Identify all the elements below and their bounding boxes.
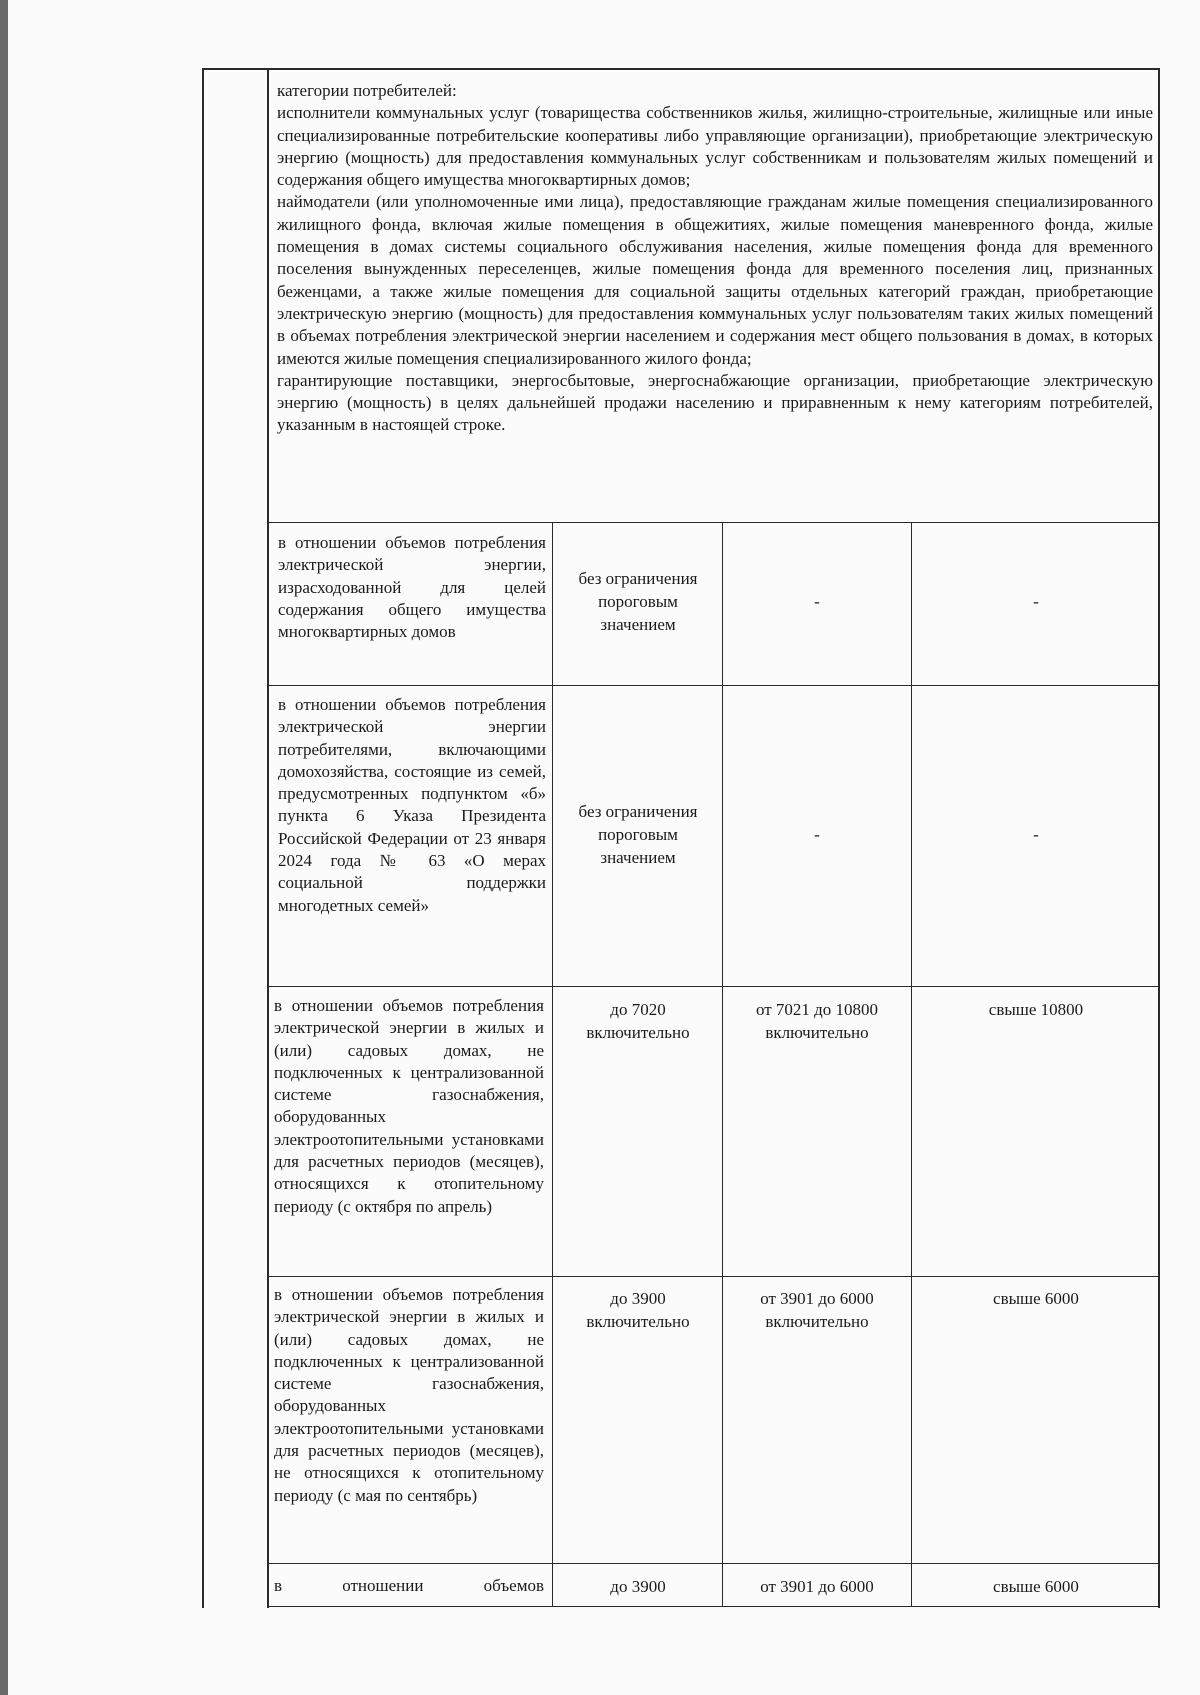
row-description: в отношении объемов [274,1576,544,1595]
range-cell: от 3901 до 6000 включительно [760,1289,874,1331]
range-cell: свыше 6000 [993,1577,1079,1596]
row-divider [267,986,1160,987]
table-border-left [202,68,204,1608]
column-divider [552,522,553,1607]
range-cell: от 7021 до 10800 включительно [755,1000,879,1042]
range-cell: - [1033,825,1039,844]
range-cell: до 7020 включительно [586,1000,690,1042]
table-bottom-line [267,1606,1160,1607]
range-cell: без ограничения пороговым значением [578,569,698,634]
number-column-divider [267,68,269,1608]
range-cell: - [814,825,820,844]
column-divider [722,522,723,1607]
range-cell: свыше 10800 [988,1000,1084,1019]
range-cell: до 3900 [610,1577,666,1596]
range-cell: - [1033,592,1039,611]
consumer-categories-text: категории потребителей: исполнители коммунальных услуг (товарищества собственников жилья, жилищно-строительные, жилищные или иные специализированные потребительские кооперативы либо управляющие организации), приобретающие электрическую энергию (мощность) для предоставления коммунальных услуг собственникам и пользователям жилых помещений и содержания общего имущества многоквартирных домов; наймодатели (или уполномоченные ими лица), предоставляющие гражданам жилые помещения специализированного жилищного фонда, включая жилые помещения в общежитиях, жилые помещения маневренного фонда, жилые помещения в домах системы социального обслуживания населения, жилые помещения фонда для временного поселения вынужденных переселенцев, жилые помещения фонда для временного поселения лиц, признанных беженцами, а также жилые помещения для социальной защиты отдельных категорий граждан, приобретающие электрическую энергию (мощность) для предоставления коммунальных услуг пользователям таких жилых помещений в объемах потребления электрической энергии населением и содержания мест общего пользования в домах, в которых имеются жилые помещения специализированного жилого фонда; гарантирующие поставщики, энергосбытовые, энергоснабжающие организации, приобретающие электрическую энергию (мощность) в целях дальнейшей продажи населению и приравненным к нему категориям потребителей, указанным в настоящей строке. [277,81,1153,435]
table-border-right [1158,68,1160,1608]
document-page [8,0,1200,1695]
row-divider [267,685,1160,686]
header-bottom-line [267,522,1160,523]
row-description: в отношении объемов потребления электрической энергии, израсходованной для целей содержания общего имущества многоквартирных домов [278,533,546,642]
range-cell: свыше 6000 [993,1289,1079,1308]
row-description: в отношении объемов потребления электрической энергии в жилых и (или) садовых домах, не подключенных к централизованной системе газоснабжения, оборудованных электроотопительными установками для расчетных периодов (месяцев), не относящихся к отопительному периоду (с мая по сентябрь) [274,1285,544,1505]
row-description: в отношении объемов потребления электрической энергии потребителями, включающими домохозяйства, состоящие из семей, предусмотренных подпунктом «б» пункта 6 Указа Президента Российской Федерации от 23 января 2024 года № 63 «О мерах социальной поддержки многодетных семей» [278,695,546,915]
range-cell: до 3900 включительно [586,1289,690,1331]
column-divider [911,522,912,1607]
row-divider [267,1563,1160,1564]
table-border-top [202,68,1160,70]
row-divider [267,1276,1160,1277]
range-cell: без ограничения пороговым значением [578,802,698,867]
row-description: в отношении объемов потребления электрической энергии в жилых и (или) садовых домах, не подключенных к централизованной системе газоснабжения, оборудованных электроотопительными установками для расчетных периодов (месяцев), относящихся к отопительному периоду (с октября по апрель) [274,996,544,1216]
range-cell: от 3901 до 6000 [760,1577,874,1596]
range-cell: - [814,592,820,611]
